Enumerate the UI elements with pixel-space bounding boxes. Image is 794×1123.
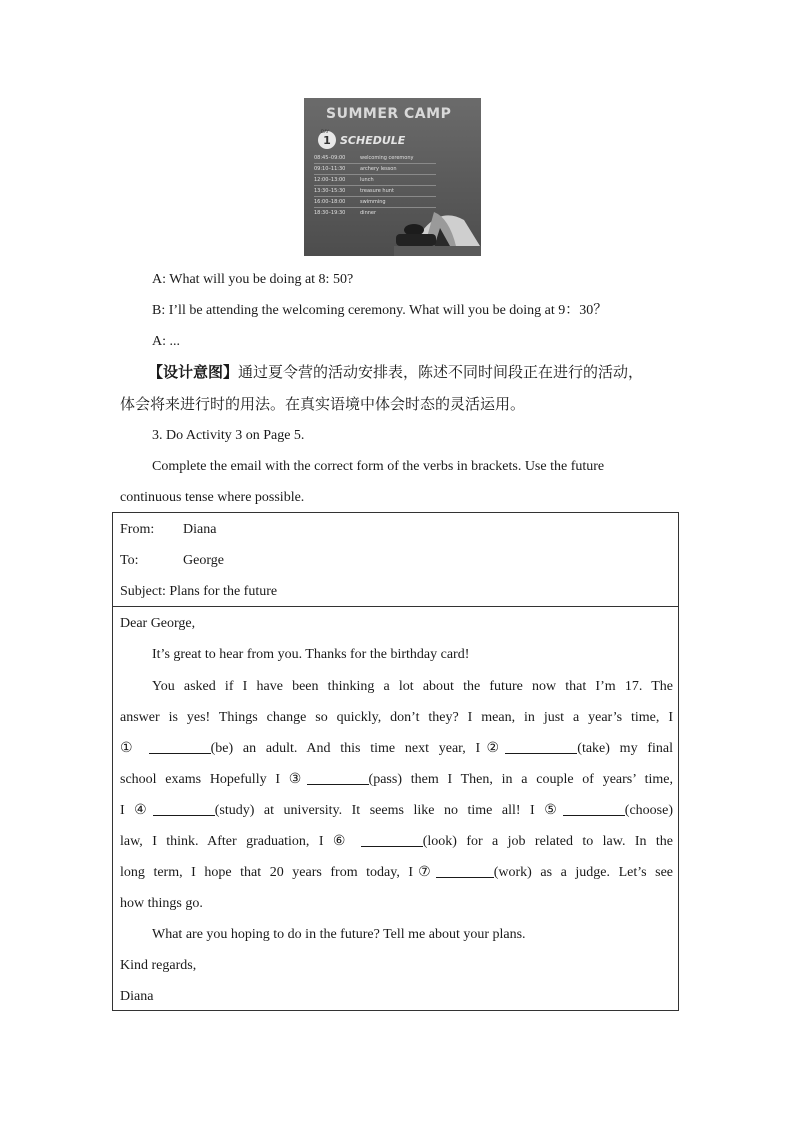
poster-title: SUMMER CAMP bbox=[326, 106, 452, 122]
from-value: Diana bbox=[183, 522, 217, 537]
email-from-row bbox=[120, 520, 216, 540]
schedule-row: 12:00–13:00 lunch bbox=[314, 177, 374, 183]
email-box bbox=[112, 512, 679, 1011]
blank-2[interactable] bbox=[505, 739, 577, 754]
activity-instruction-line2: continuous tense where possible. bbox=[120, 490, 305, 505]
design-intent-line1: 【设计意图】通过夏令营的活动安排表，陈述不同时间段正在进行的活动， bbox=[148, 363, 644, 381]
email-p2-line7: long term, I hope that 20 years from today, I⑦ (work) as a judge. Let’s see bbox=[120, 865, 673, 880]
email-paragraph-3: What are you hoping to do in the future? Tell me about your plans. bbox=[152, 927, 526, 942]
schedule-row: 18:30–19:30 dinner bbox=[314, 210, 377, 216]
email-p2-line6: law, I think. After graduation, I ⑥ (look) for a job related to law. In the bbox=[120, 834, 674, 849]
blank-5[interactable] bbox=[563, 801, 625, 816]
schedule-row: 16:00–18:00 swimming bbox=[314, 199, 386, 205]
to-label: To: bbox=[120, 553, 139, 568]
blank-7[interactable] bbox=[436, 863, 494, 878]
tent-illustration bbox=[394, 198, 481, 256]
subject-value: Plans for the future bbox=[169, 584, 278, 599]
blank-4[interactable] bbox=[153, 801, 215, 816]
schedule-row: 13:30–15:30 treasure hunt bbox=[314, 188, 394, 194]
summer-camp-schedule-image bbox=[304, 98, 481, 256]
email-closing: Kind regards, bbox=[120, 958, 197, 973]
email-signature: Diana bbox=[120, 989, 154, 1004]
to-value: George bbox=[183, 553, 224, 568]
email-p2-line5: I ④ (study) at university. It seems like no time all! I ⑤ (choose) bbox=[120, 803, 673, 818]
email-p2-line8: how things go. bbox=[120, 896, 203, 911]
schedule-row: 08:45–09:00 welcoming ceremony bbox=[314, 155, 414, 161]
design-intent-line2: 体会将来进行时的用法。在真实语境中体会时态的灵活运用。 bbox=[120, 395, 526, 413]
schedule-row: 09:10–11:30 archery lesson bbox=[314, 166, 397, 172]
subject-label: Subject: bbox=[120, 584, 166, 599]
email-p2-line3: ① (be) an adult. And this time next year, I② (take) my final bbox=[120, 741, 673, 756]
day-badge: 1 bbox=[318, 131, 336, 149]
blank-3[interactable] bbox=[307, 770, 369, 785]
email-to-row bbox=[120, 551, 224, 571]
schedule-label: SCHEDULE bbox=[340, 134, 406, 147]
from-label: From: bbox=[120, 522, 155, 537]
email-greeting: Dear George, bbox=[120, 616, 196, 631]
blank-1[interactable] bbox=[149, 739, 211, 754]
email-paragraph-1: It’s great to hear from you. Thanks for the birthday card! bbox=[152, 647, 470, 662]
dialogue-line-a1: A: What will you be doing at 8: 50? bbox=[152, 272, 354, 287]
header-divider bbox=[113, 606, 678, 607]
activity-heading: 3. Do Activity 3 on Page 5. bbox=[152, 428, 305, 443]
email-p2-line4: school exams Hopefully I ③ (pass) them I Then, in a couple of years’ time, bbox=[120, 772, 674, 787]
day-label: DAY bbox=[321, 129, 329, 134]
email-p2-line2: answer is yes! Things change so quickly, don’t they? I mean, in just a year’s time, I bbox=[120, 710, 673, 725]
activity-instruction-line1: Complete the email with the correct form of the verbs in brackets. Use the future bbox=[152, 459, 605, 474]
email-p2-line1: You asked if I have been thinking a lot about the future now that I’m 17. The bbox=[152, 679, 673, 694]
email-subject-row bbox=[120, 582, 277, 602]
design-intent-label: 【设计意图】 bbox=[148, 363, 239, 381]
blank-6[interactable] bbox=[361, 832, 423, 847]
dialogue-line-a2: A: ... bbox=[152, 334, 180, 349]
dialogue-line-b1: B: I’ll be attending the welcoming ceremony. What will you be doing at 9：30？ bbox=[152, 303, 608, 318]
